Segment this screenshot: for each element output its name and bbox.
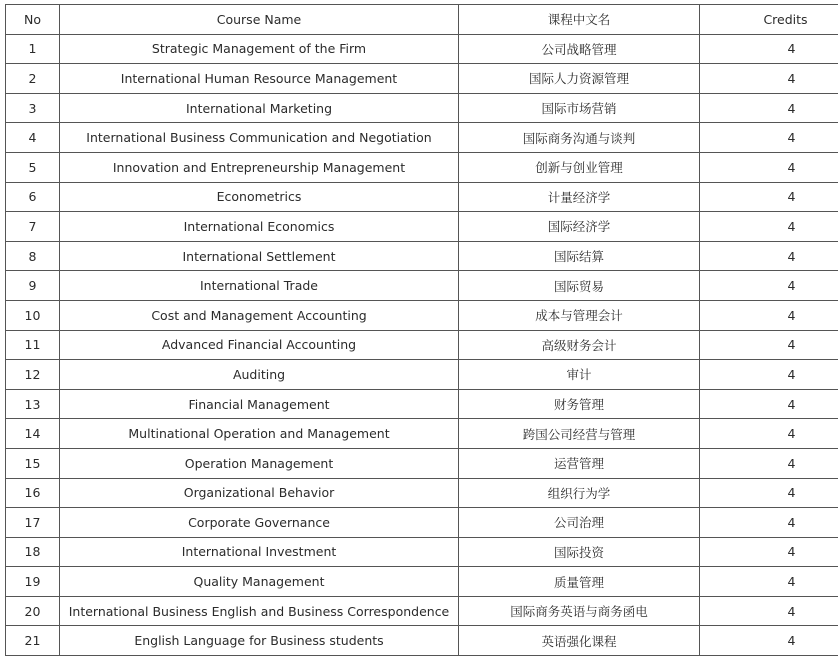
header-course-name: Course Name (60, 5, 459, 35)
cell-chinese-name: 英语强化课程 (459, 626, 700, 656)
table-row (6, 360, 838, 390)
table-row (6, 330, 838, 360)
cell-credits: 4 (700, 596, 838, 626)
cell-credits: 4 (700, 300, 838, 330)
cell-course-name: Organizational Behavior (60, 478, 459, 508)
cell-credits: 4 (700, 123, 838, 153)
table-row (6, 508, 838, 538)
cell-chinese-name: 质量管理 (459, 567, 700, 597)
cell-course-name: International Investment (60, 537, 459, 567)
table-row (6, 64, 838, 94)
table-row (6, 182, 838, 212)
cell-no: 10 (6, 300, 60, 330)
cell-course-name: International Economics (60, 212, 459, 242)
cell-chinese-name: 财务管理 (459, 389, 700, 419)
cell-course-name: International Business Communication and Negotiation (60, 123, 459, 153)
header-credits: Credits (700, 5, 838, 35)
cell-course-name: International Human Resource Management (60, 64, 459, 94)
table-row (6, 34, 838, 64)
cell-no: 5 (6, 152, 60, 182)
cell-course-name: Auditing (60, 360, 459, 390)
table-body (6, 34, 838, 655)
cell-credits: 4 (700, 152, 838, 182)
cell-credits: 4 (700, 448, 838, 478)
cell-course-name: International Trade (60, 271, 459, 301)
cell-chinese-name: 审计 (459, 360, 700, 390)
cell-course-name: Cost and Management Accounting (60, 300, 459, 330)
table-row (6, 596, 838, 626)
table-row (6, 300, 838, 330)
cell-course-name: Multinational Operation and Management (60, 419, 459, 449)
cell-chinese-name: 国际经济学 (459, 212, 700, 242)
cell-no: 4 (6, 123, 60, 153)
cell-credits: 4 (700, 182, 838, 212)
cell-course-name: Econometrics (60, 182, 459, 212)
cell-chinese-name: 国际结算 (459, 241, 700, 271)
cell-no: 18 (6, 537, 60, 567)
table-header (6, 5, 838, 35)
header-chinese-name: 课程中文名 (459, 5, 700, 35)
cell-chinese-name: 计量经济学 (459, 182, 700, 212)
cell-credits: 4 (700, 212, 838, 242)
cell-chinese-name: 成本与管理会计 (459, 300, 700, 330)
cell-credits: 4 (700, 567, 838, 597)
cell-credits: 4 (700, 508, 838, 538)
cell-no: 13 (6, 389, 60, 419)
table-row (6, 478, 838, 508)
cell-credits: 4 (700, 93, 838, 123)
cell-chinese-name: 国际商务英语与商务函电 (459, 596, 700, 626)
cell-chinese-name: 高级财务会计 (459, 330, 700, 360)
cell-chinese-name: 国际投资 (459, 537, 700, 567)
cell-course-name: Financial Management (60, 389, 459, 419)
course-table (5, 4, 838, 656)
cell-no: 15 (6, 448, 60, 478)
cell-chinese-name: 创新与创业管理 (459, 152, 700, 182)
cell-no: 8 (6, 241, 60, 271)
table-row (6, 537, 838, 567)
cell-no: 21 (6, 626, 60, 656)
cell-course-name: Strategic Management of the Firm (60, 34, 459, 64)
cell-credits: 4 (700, 389, 838, 419)
cell-no: 3 (6, 93, 60, 123)
cell-course-name: Innovation and Entrepreneurship Management (60, 152, 459, 182)
header-no: No (6, 5, 60, 35)
cell-no: 9 (6, 271, 60, 301)
table-row (6, 271, 838, 301)
cell-credits: 4 (700, 330, 838, 360)
table-row (6, 389, 838, 419)
table-row (6, 152, 838, 182)
cell-chinese-name: 公司治理 (459, 508, 700, 538)
cell-credits: 4 (700, 537, 838, 567)
cell-credits: 4 (700, 360, 838, 390)
cell-no: 2 (6, 64, 60, 94)
cell-credits: 4 (700, 241, 838, 271)
cell-no: 11 (6, 330, 60, 360)
cell-no: 16 (6, 478, 60, 508)
cell-no: 1 (6, 34, 60, 64)
table-row (6, 123, 838, 153)
cell-credits: 4 (700, 478, 838, 508)
cell-no: 17 (6, 508, 60, 538)
cell-chinese-name: 运营管理 (459, 448, 700, 478)
cell-chinese-name: 国际贸易 (459, 271, 700, 301)
header-row (6, 5, 838, 35)
cell-no: 19 (6, 567, 60, 597)
cell-credits: 4 (700, 271, 838, 301)
table-row (6, 212, 838, 242)
cell-credits: 4 (700, 419, 838, 449)
cell-no: 12 (6, 360, 60, 390)
cell-no: 20 (6, 596, 60, 626)
cell-credits: 4 (700, 626, 838, 656)
cell-chinese-name: 公司战略管理 (459, 34, 700, 64)
cell-course-name: Quality Management (60, 567, 459, 597)
cell-course-name: Operation Management (60, 448, 459, 478)
table-row (6, 626, 838, 656)
table-row (6, 241, 838, 271)
cell-course-name: International Marketing (60, 93, 459, 123)
cell-no: 7 (6, 212, 60, 242)
cell-chinese-name: 跨国公司经营与管理 (459, 419, 700, 449)
cell-course-name: Corporate Governance (60, 508, 459, 538)
cell-course-name: Advanced Financial Accounting (60, 330, 459, 360)
cell-course-name: International Business English and Business Correspondence (60, 596, 459, 626)
cell-course-name: English Language for Business students (60, 626, 459, 656)
cell-course-name: International Settlement (60, 241, 459, 271)
table-row (6, 567, 838, 597)
cell-no: 14 (6, 419, 60, 449)
cell-credits: 4 (700, 64, 838, 94)
cell-chinese-name: 国际人力资源管理 (459, 64, 700, 94)
cell-chinese-name: 国际商务沟通与谈判 (459, 123, 700, 153)
table-row (6, 448, 838, 478)
cell-chinese-name: 国际市场营销 (459, 93, 700, 123)
cell-chinese-name: 组织行为学 (459, 478, 700, 508)
table-row (6, 93, 838, 123)
cell-no: 6 (6, 182, 60, 212)
table-row (6, 419, 838, 449)
cell-credits: 4 (700, 34, 838, 64)
